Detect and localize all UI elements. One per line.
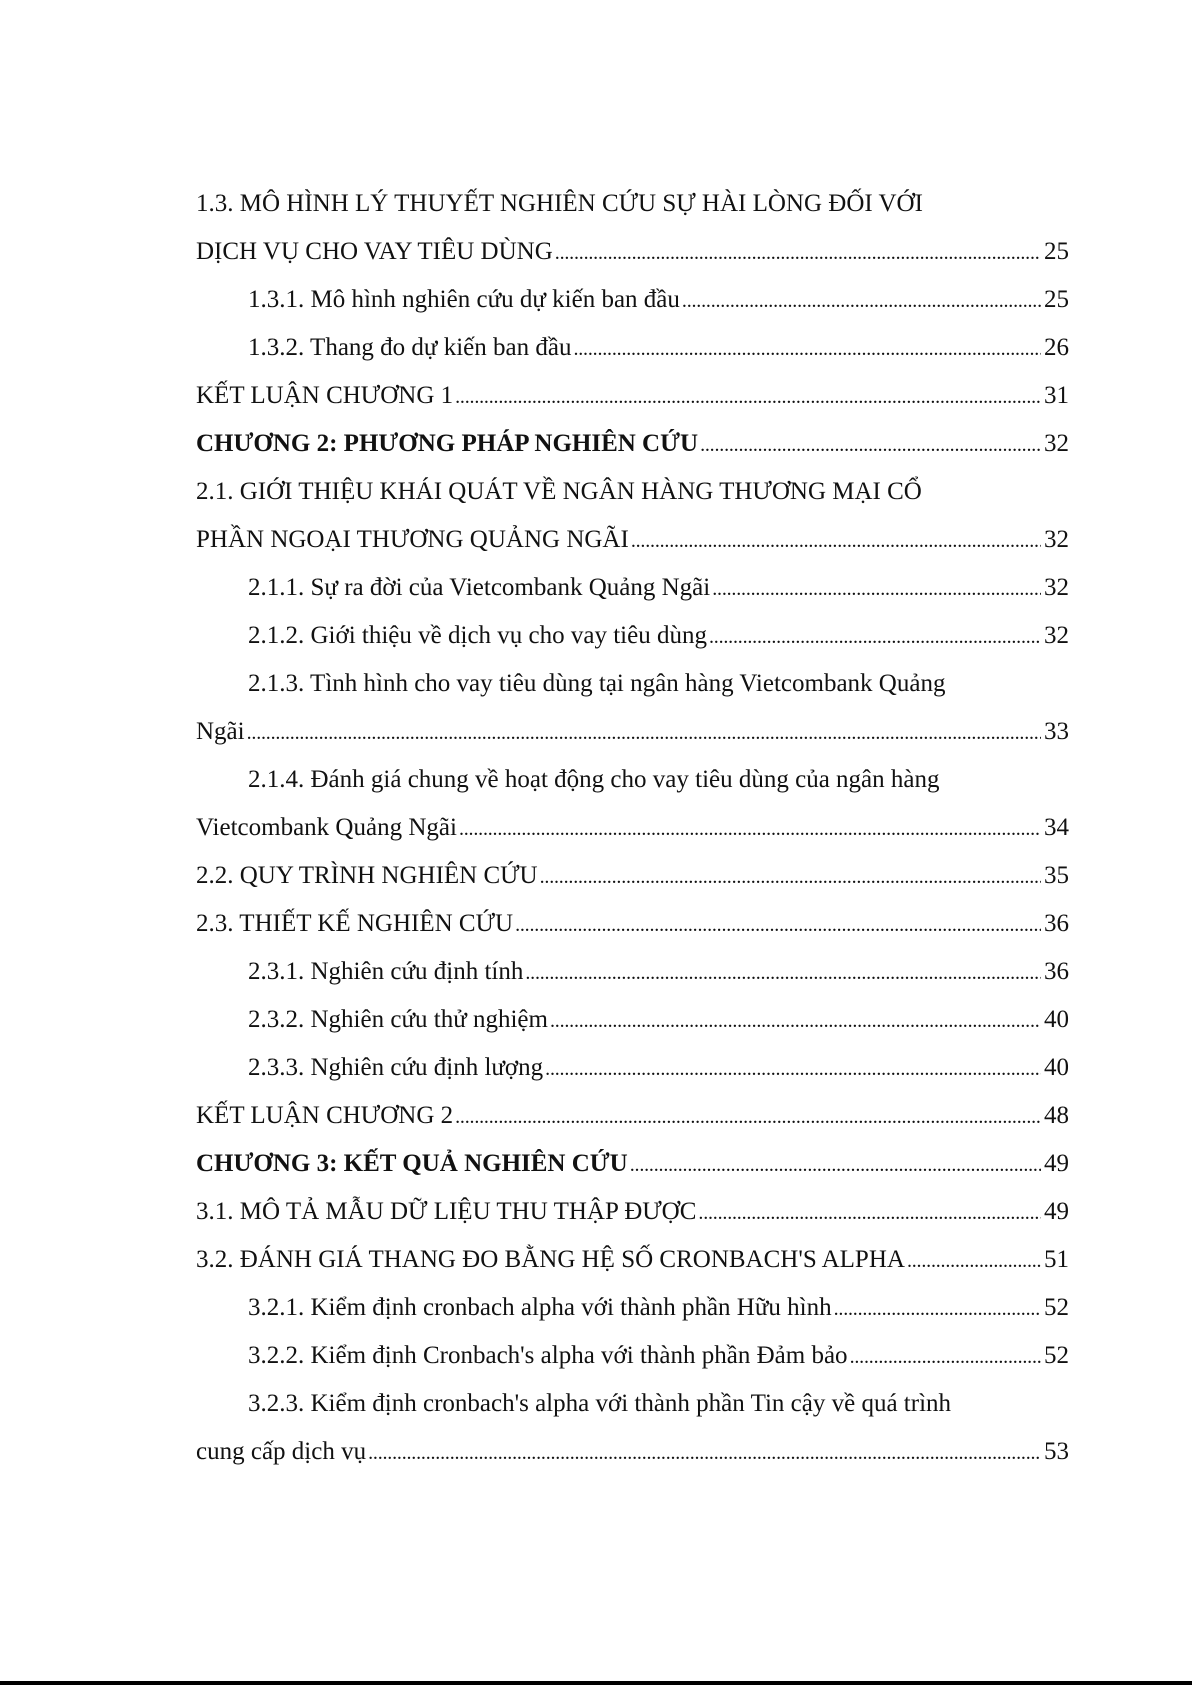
toc-entry-page-number: 36 — [1044, 910, 1069, 937]
toc-entry-title: KẾT LUẬN CHƯƠNG 2 — [196, 1102, 454, 1129]
toc-entry-title: 1.3.2. Thang đo dự kiến ban đầu — [248, 334, 572, 361]
toc-entry-page-number: 33 — [1044, 718, 1069, 745]
toc-entry-title: 2.2. QUY TRÌNH NGHIÊN CỨU — [196, 862, 538, 889]
toc-entry-page-number: 26 — [1044, 334, 1069, 361]
toc-entry-title: cung cấp dịch vụ — [196, 1438, 367, 1465]
toc-entry-title: 2.1.3. Tình hình cho vay tiêu dùng tại ngân hàng Vietcombank Quảng — [248, 670, 946, 697]
dot-leader — [247, 718, 1041, 746]
toc-entry[interactable] — [196, 286, 1069, 334]
toc-entry-title: 3.2.1. Kiểm định cronbach alpha với thành phần Hữu hình — [248, 1294, 832, 1321]
toc-entry[interactable] — [196, 190, 1069, 238]
dot-leader — [545, 1054, 1041, 1082]
toc-entry[interactable] — [196, 334, 1069, 382]
dot-leader — [834, 1294, 1041, 1322]
toc-entry-page-number: 49 — [1044, 1150, 1069, 1177]
toc-entry-title: 3.1. MÔ TẢ MẪU DỮ LIỆU THU THẬP ĐƯỢC — [196, 1198, 697, 1225]
toc-entry-title: Ngãi — [196, 718, 245, 745]
toc-entry-title: PHẦN NGOẠI THƯƠNG QUẢNG NGÃI — [196, 526, 629, 553]
toc-entry[interactable] — [196, 1006, 1069, 1054]
toc-entry[interactable] — [196, 766, 1069, 814]
toc-entry-page-number: 31 — [1044, 382, 1069, 409]
toc-entry-title: CHƯƠNG 3: KẾT QUẢ NGHIÊN CỨU — [196, 1150, 628, 1177]
dot-leader — [368, 1438, 1041, 1466]
toc-entry[interactable] — [196, 1054, 1069, 1102]
dot-leader — [682, 286, 1041, 314]
toc-entry-title: 3.2.2. Kiểm định Cronbach's alpha với thành phần Đảm bảo — [248, 1342, 848, 1369]
toc-entry-title: 1.3.1. Mô hình nghiên cứu dự kiến ban đầu — [248, 286, 680, 313]
dot-leader — [907, 1246, 1041, 1274]
toc-entry[interactable] — [196, 574, 1069, 622]
toc-entry-title: 1.3. MÔ HÌNH LÝ THUYẾT NGHIÊN CỨU SỰ HÀI LÒNG ĐỐI VỚI — [196, 190, 923, 217]
toc-entry-page-number: 32 — [1044, 526, 1069, 553]
toc-entry[interactable] — [196, 1294, 1069, 1342]
dot-leader — [550, 1006, 1041, 1034]
toc-entry-page-number: 25 — [1044, 238, 1069, 265]
toc-entry[interactable] — [196, 670, 1069, 718]
toc-entry[interactable] — [196, 1150, 1069, 1198]
toc-entry-page-number: 52 — [1044, 1294, 1069, 1321]
dot-leader — [631, 526, 1041, 554]
toc-entry-page-number: 35 — [1044, 862, 1069, 889]
toc-entry-title: 2.1. GIỚI THIỆU KHÁI QUÁT VỀ NGÂN HÀNG THƯƠNG MẠI CỔ — [196, 478, 922, 505]
toc-entry[interactable] — [196, 718, 1069, 766]
toc-entry-title: 2.3. THIẾT KẾ NGHIÊN CỨU — [196, 910, 514, 937]
dot-leader — [712, 574, 1041, 602]
toc-entry-page-number: 48 — [1044, 1102, 1069, 1129]
dot-leader — [850, 1342, 1041, 1370]
toc-entry-page-number: 32 — [1044, 622, 1069, 649]
toc-entry-title: Vietcombank Quảng Ngãi — [196, 814, 457, 841]
toc-entry[interactable] — [196, 1390, 1069, 1438]
page-bottom-edge — [0, 1681, 1192, 1685]
toc-entry-title: 2.3.3. Nghiên cứu định lượng — [248, 1054, 544, 1081]
toc-entry[interactable] — [196, 862, 1069, 910]
toc-entry[interactable] — [196, 526, 1069, 574]
toc-entry-title: 2.1.4. Đánh giá chung về hoạt động cho vay tiêu dùng của ngân hàng — [248, 766, 940, 793]
toc-entry[interactable] — [196, 1438, 1069, 1486]
toc-entry-title: 2.3.1. Nghiên cứu định tính — [248, 958, 524, 985]
toc-entry-page-number: 32 — [1044, 430, 1069, 457]
toc-entry[interactable] — [196, 238, 1069, 286]
toc-entry-title: 2.3.2. Nghiên cứu thử nghiệm — [248, 1006, 548, 1033]
dot-leader — [698, 1198, 1041, 1226]
toc-entry[interactable] — [196, 430, 1069, 478]
toc-entry[interactable] — [196, 622, 1069, 670]
toc-entry-page-number: 52 — [1044, 1342, 1069, 1369]
dot-leader — [455, 382, 1041, 410]
toc-entry-title: 3.2. ĐÁNH GIÁ THANG ĐO BẰNG HỆ SỐ CRONBACH'S ALPHA — [196, 1246, 905, 1273]
toc-entry[interactable] — [196, 958, 1069, 1006]
toc-entry[interactable] — [196, 1246, 1069, 1294]
toc-entry-page-number: 25 — [1044, 286, 1069, 313]
dot-leader — [525, 958, 1041, 986]
dot-leader — [455, 1102, 1041, 1130]
toc-entry-page-number: 53 — [1044, 1438, 1069, 1465]
toc-entry[interactable] — [196, 478, 1069, 526]
dot-leader — [573, 334, 1041, 362]
toc-entry[interactable] — [196, 1342, 1069, 1390]
dot-leader — [700, 430, 1041, 458]
toc-entry-title: KẾT LUẬN CHƯƠNG 1 — [196, 382, 454, 409]
toc-entry[interactable] — [196, 910, 1069, 958]
toc-entry-page-number: 32 — [1044, 574, 1069, 601]
toc-entry-page-number: 34 — [1044, 814, 1069, 841]
toc-entry[interactable] — [196, 1102, 1069, 1150]
toc-entry-title: 2.1.2. Giới thiệu về dịch vụ cho vay tiêu dùng — [248, 622, 707, 649]
toc-entry[interactable] — [196, 1198, 1069, 1246]
dot-leader — [540, 862, 1041, 890]
toc-entry[interactable] — [196, 814, 1069, 862]
dot-leader — [630, 1150, 1041, 1178]
toc-entry-title: DỊCH VỤ CHO VAY TIÊU DÙNG — [196, 238, 553, 265]
table-of-contents — [196, 190, 1069, 1486]
toc-entry-page-number: 49 — [1044, 1198, 1069, 1225]
toc-entry-title: CHƯƠNG 2: PHƯƠNG PHÁP NGHIÊN CỨU — [196, 430, 699, 457]
toc-entry-page-number: 40 — [1044, 1054, 1069, 1081]
toc-entry-page-number: 51 — [1044, 1246, 1069, 1273]
dot-leader — [709, 622, 1041, 650]
toc-entry-title: 2.1.1. Sự ra đời của Vietcombank Quảng Ngãi — [248, 574, 711, 601]
dot-leader — [555, 238, 1041, 266]
toc-entry[interactable] — [196, 382, 1069, 430]
toc-entry-title: 3.2.3. Kiểm định cronbach's alpha với thành phần Tin cậy về quá trình — [248, 1390, 952, 1417]
toc-entry-page-number: 40 — [1044, 1006, 1069, 1033]
dot-leader — [459, 814, 1041, 842]
toc-entry-page-number: 36 — [1044, 958, 1069, 985]
dot-leader — [515, 910, 1041, 938]
